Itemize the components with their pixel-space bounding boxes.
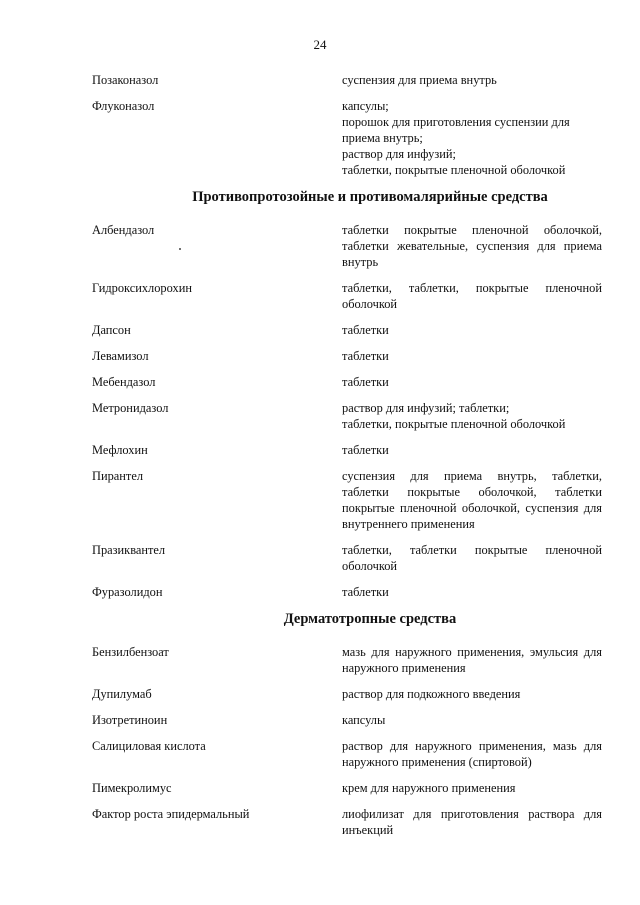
section-title-antiprotozoal: Противопротозойные и противомалярийные средства: [192, 189, 548, 205]
drug-row: [92, 806, 602, 838]
dosage-form-line: мазь для наружного применения, эмульсия для наружного применения: [342, 645, 602, 675]
dosage-forms: [342, 644, 602, 676]
dosage-form-line: раствор для инфузий;: [342, 147, 456, 161]
dosage-form-line: лиофилизат для приготовления раствора для инъекций: [342, 807, 602, 837]
dosage-form-line: суспензия для приема внутрь, таблетки, таблетки покрытые оболочкой, таблетки покрытые пленочной оболочкой, суспензия для внутреннего применения: [342, 469, 602, 531]
dosage-form-line: таблетки: [342, 349, 389, 363]
drug-row: [92, 468, 602, 532]
dosage-form-line: капсулы: [342, 713, 386, 727]
dosage-forms: [342, 686, 602, 702]
drug-row: [92, 442, 602, 458]
page-number: 24: [313, 37, 327, 52]
dosage-form-line: таблетки, покрытые пленочной оболочкой: [342, 163, 566, 177]
drug-row: [92, 72, 602, 88]
drug-name: Салициловая кислота: [92, 739, 206, 753]
dosage-form-line: раствор для наружного применения, мазь для наружного применения (спиртовой): [342, 739, 602, 769]
dosage-form-line: раствор для подкожного введения: [342, 687, 521, 701]
dosage-forms: [342, 322, 602, 338]
dosage-form-line: порошок для приготовления суспензии для: [342, 115, 570, 129]
drug-row: [92, 644, 602, 676]
dosage-forms: [342, 442, 602, 458]
drug-name: Дапсон: [92, 323, 131, 337]
drug-name: Изотретиноин: [92, 713, 168, 727]
drug-name: Празиквантел: [92, 543, 166, 557]
dosage-form-line: таблетки: [342, 585, 389, 599]
drug-row: [92, 280, 602, 312]
section-rows-dermatotropic: [92, 644, 602, 838]
drug-name: Пимекролимус: [92, 781, 172, 795]
dosage-forms: [342, 98, 602, 178]
section-title-dermatotropic: Дерматотропные средства: [283, 611, 457, 627]
drug-name: Флуконазол: [92, 99, 155, 113]
drug-row: [92, 542, 602, 574]
drug-row: [92, 686, 602, 702]
dosage-form-line: таблетки, таблетки, покрытые пленочной оболочкой: [342, 281, 602, 311]
dosage-forms: [342, 468, 602, 532]
dosage-forms: [342, 72, 602, 88]
dosage-form-line: суспензия для приема внутрь: [342, 73, 497, 87]
dosage-forms: [342, 542, 602, 574]
drug-name: Мебендазол: [92, 375, 156, 389]
dosage-forms: [342, 400, 602, 432]
dosage-form-line: крем для наружного применения: [342, 781, 516, 795]
dosage-forms: [342, 222, 602, 270]
dosage-forms: [342, 584, 602, 600]
drug-name: Позаконазол: [92, 73, 159, 87]
dosage-forms: [342, 348, 602, 364]
drug-name: Бензилбензоат: [92, 645, 169, 659]
dosage-form-line: таблетки, таблетки покрытые пленочной оболочкой: [342, 543, 602, 573]
dosage-forms: [342, 712, 602, 728]
dosage-form-line: таблетки покрытые пленочной оболочкой, таблетки жевательные, суспензия для приема внутрь: [342, 223, 602, 269]
dosage-forms: [342, 280, 602, 312]
dosage-form-line: таблетки: [342, 443, 389, 457]
drug-name: Гидроксихлорохин: [92, 281, 192, 295]
drug-name: Албендазол: [92, 223, 155, 237]
dosage-form-line: таблетки, покрытые пленочной оболочкой: [342, 417, 566, 431]
dosage-forms: [342, 806, 602, 838]
drug-name: Метронидазол: [92, 401, 169, 415]
drug-row: [92, 738, 602, 770]
dosage-form-line: таблетки: [342, 323, 389, 337]
drug-row: [92, 348, 602, 364]
section-rows-antiprotozoal: [92, 222, 602, 600]
dosage-form-line: таблетки: [342, 375, 389, 389]
drug-row: [92, 712, 602, 728]
dosage-forms: [342, 738, 602, 770]
drug-row: [92, 374, 602, 390]
drug-row: [92, 780, 602, 796]
drug-row: [92, 222, 602, 270]
drug-name: Дупилумаб: [92, 687, 152, 701]
dosage-form-line: раствор для инфузий; таблетки;: [342, 401, 510, 415]
drug-row: [92, 98, 602, 178]
dosage-forms: [342, 780, 602, 796]
drug-name: Пирантел: [92, 469, 144, 483]
dosage-form-line: приема внутрь;: [342, 131, 423, 145]
top-rows: [92, 72, 602, 178]
drug-name: Фактор роста эпидермальный: [92, 807, 250, 821]
drug-name: Левамизол: [92, 349, 149, 363]
drug-name: Мефлохин: [92, 443, 148, 457]
drug-list: [92, 72, 602, 848]
drug-row: [92, 322, 602, 338]
dosage-forms: [342, 374, 602, 390]
dosage-form-line: капсулы;: [342, 99, 389, 113]
drug-row: [92, 584, 602, 600]
drug-name: Фуразолидон: [92, 585, 163, 599]
drug-row: [92, 400, 602, 432]
